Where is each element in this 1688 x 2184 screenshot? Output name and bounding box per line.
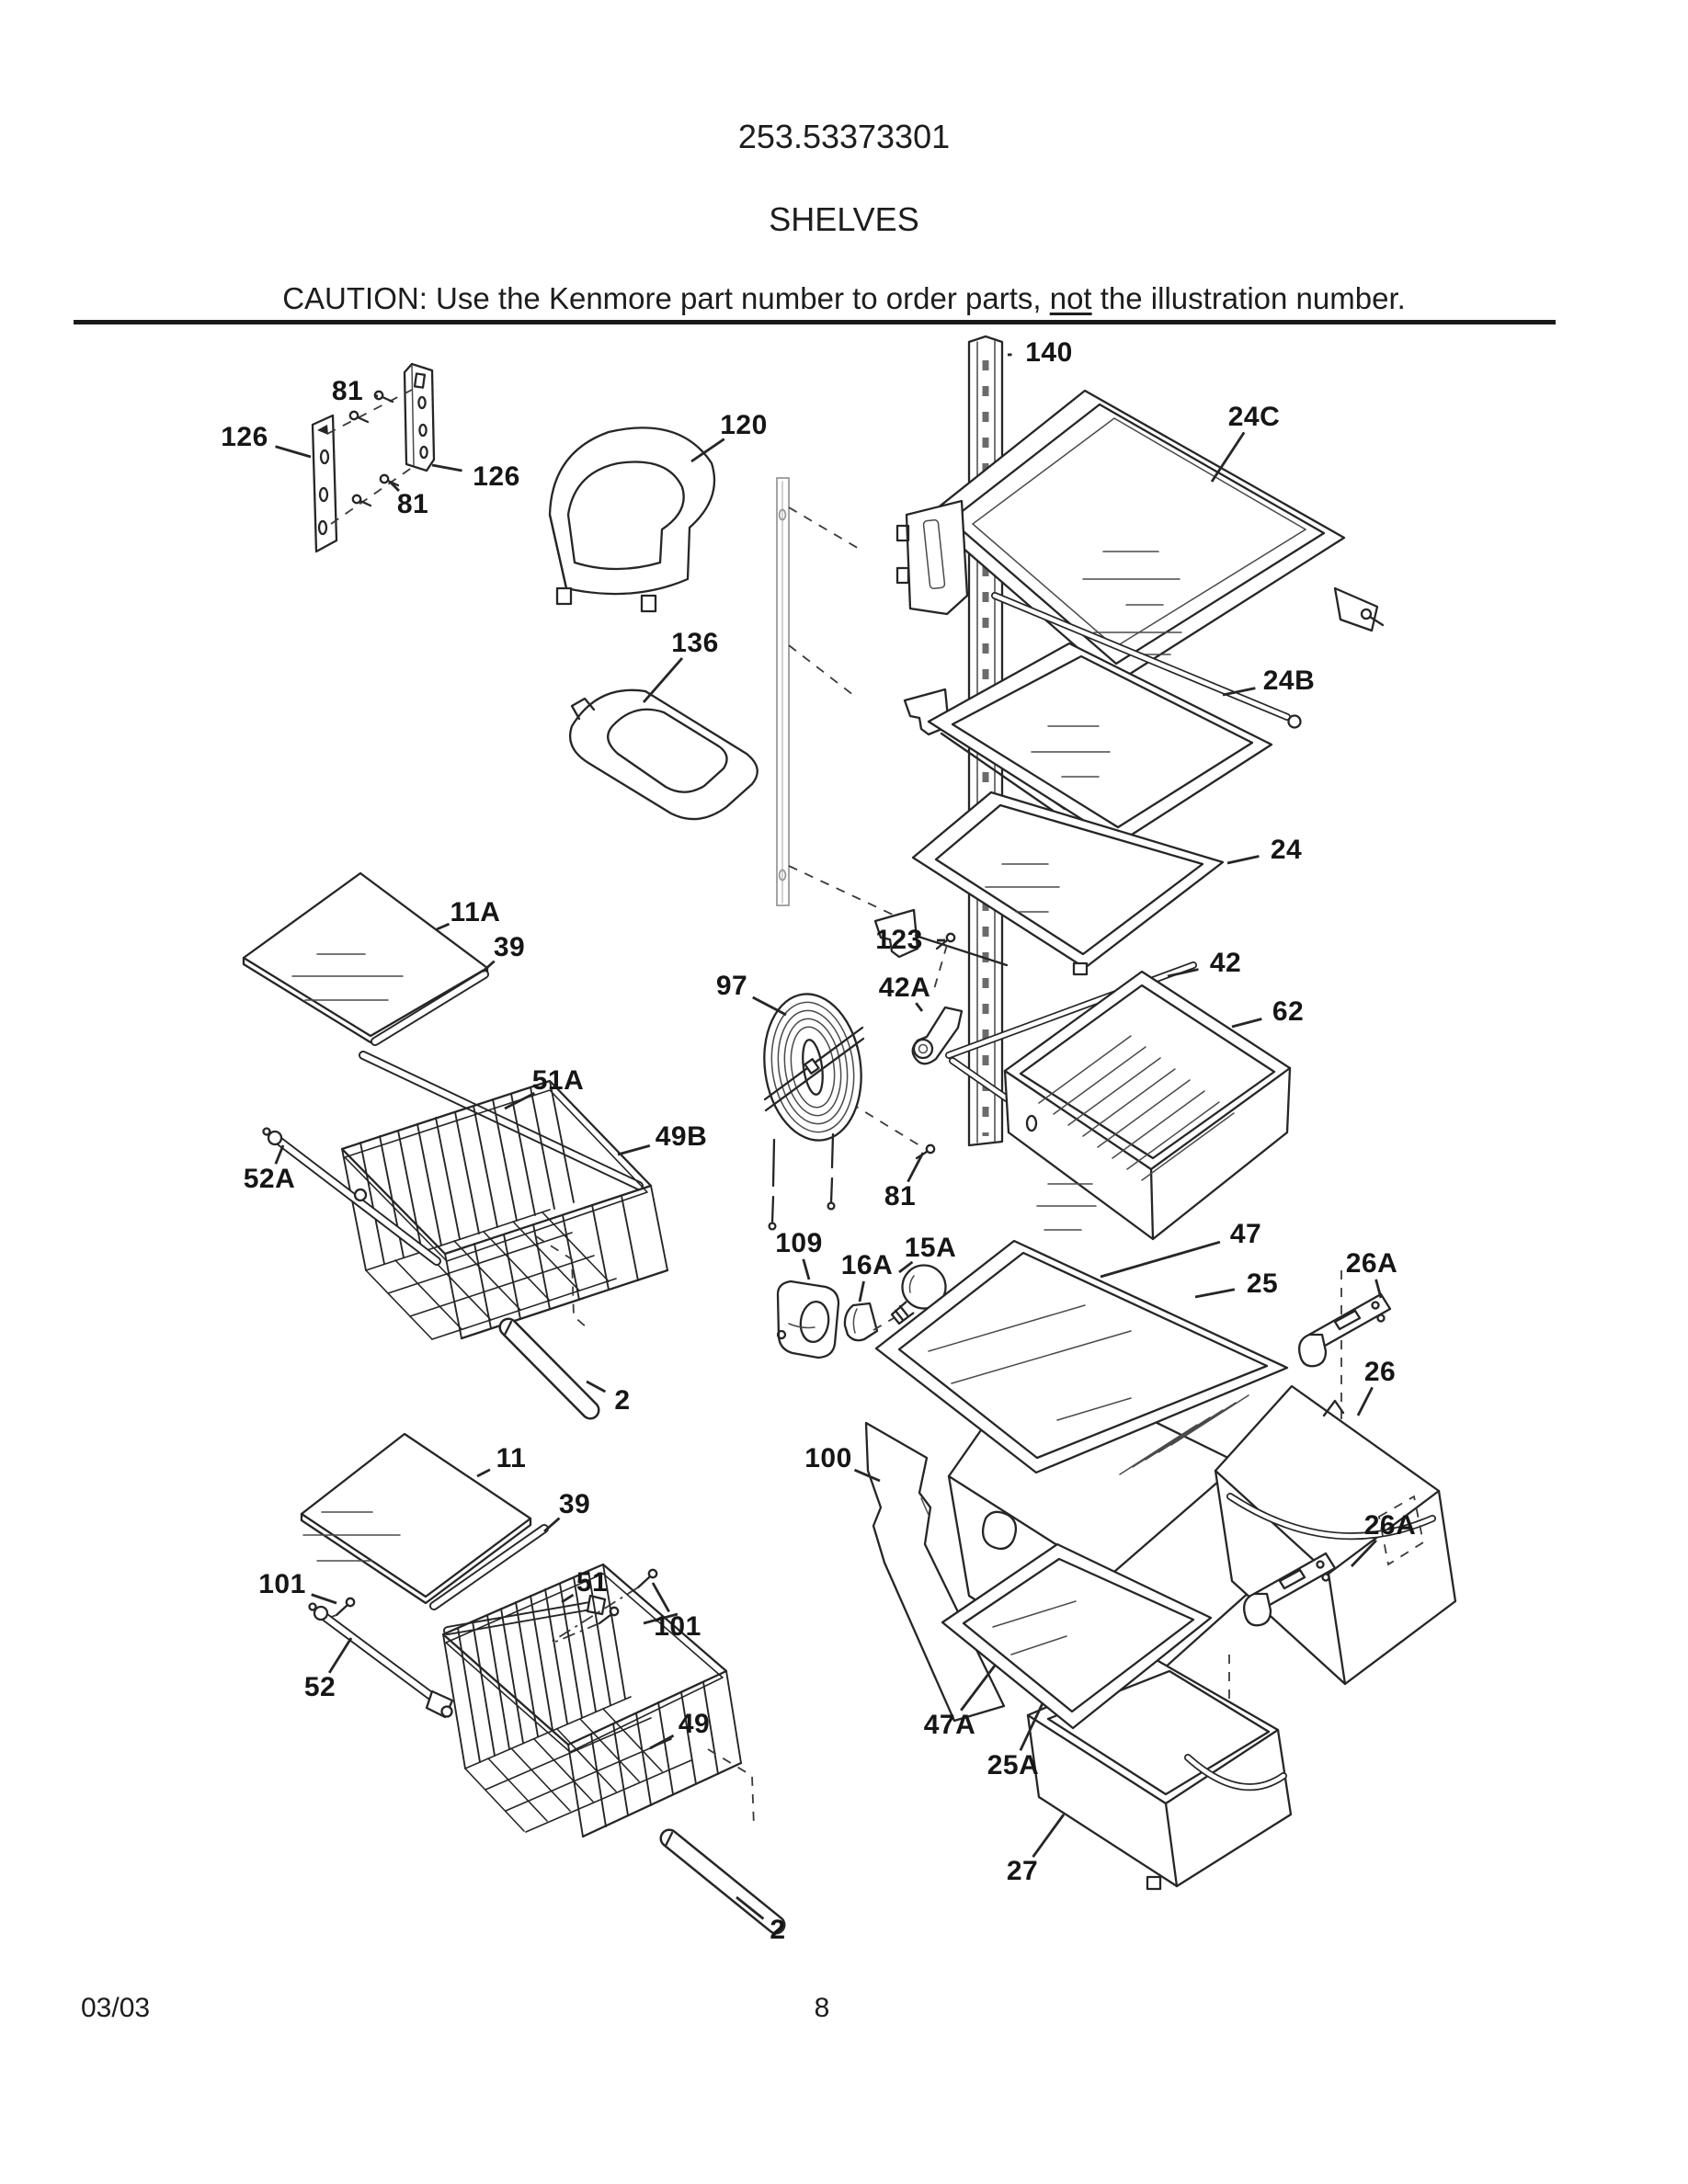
part-callout-100: 100 — [804, 1443, 852, 1473]
part-callout-126: 126 — [473, 461, 520, 492]
part-callout-25: 25 — [1246, 1268, 1279, 1299]
part-callout-49: 49 — [678, 1709, 711, 1739]
part-callout-49B: 49B — [655, 1121, 708, 1152]
part-callout-2: 2 — [770, 1915, 786, 1945]
part-callout-2: 2 — [614, 1385, 631, 1416]
part-callout-120: 120 — [720, 410, 768, 440]
leader-line-126 — [276, 447, 311, 457]
screw-81-middle-icon — [917, 1145, 934, 1158]
align-dash-3 — [789, 866, 907, 921]
part-callout-24: 24 — [1270, 835, 1303, 865]
part-callout-81: 81 — [331, 376, 364, 406]
leader-line-62 — [1232, 1019, 1261, 1027]
part-callout-123: 123 — [875, 925, 923, 955]
part-126-bracket-left-drawing — [313, 415, 336, 552]
part-2-trim-bottom-drawing — [666, 1833, 776, 1925]
part-callout-52: 52 — [303, 1672, 336, 1702]
part-136-cover-drawing — [570, 690, 758, 819]
part-callout-109: 109 — [775, 1228, 823, 1258]
part-callout-42A: 42A — [878, 973, 931, 1003]
leader-line-101 — [653, 1583, 669, 1611]
leader-line-101 — [312, 1595, 336, 1603]
part-callout-52A: 52A — [243, 1164, 296, 1194]
part-callout-140: 140 — [1025, 337, 1073, 368]
align-dash-9 — [708, 1749, 754, 1827]
footer-date-code: 03/03 — [81, 1993, 151, 2023]
part-callout-47A: 47A — [923, 1710, 976, 1740]
part-callout-25A: 25A — [987, 1750, 1040, 1780]
caution-emphasis: not — [1049, 281, 1092, 315]
part-callout-97: 97 — [715, 971, 748, 1001]
leader-line-25 — [1195, 1290, 1235, 1297]
part-callout-26A: 26A — [1345, 1248, 1398, 1279]
part-callout-15A: 15A — [904, 1233, 957, 1263]
part-callout-62: 62 — [1272, 996, 1305, 1027]
leader-line-126 — [432, 465, 462, 471]
part-callout-39: 39 — [493, 932, 526, 962]
align-dash-4 — [850, 1103, 919, 1145]
leader-line-52 — [329, 1638, 351, 1673]
part-callout-11A: 11A — [450, 897, 501, 927]
leader-line-49 — [650, 1735, 674, 1748]
leader-line-11A — [437, 924, 449, 929]
part-62-pan-drawing — [1005, 972, 1290, 1239]
leader-line-51 — [562, 1595, 573, 1602]
part-16a-socket-drawing — [845, 1303, 877, 1340]
leader-line-81 — [908, 1153, 923, 1182]
part-callout-42: 42 — [1209, 948, 1242, 978]
part-callout-136: 136 — [671, 628, 719, 658]
part-24-shelf-drawing — [875, 792, 1223, 974]
leader-line-49B — [618, 1145, 650, 1155]
part-callout-81: 81 — [884, 1181, 917, 1211]
leader-line-11 — [477, 1470, 490, 1476]
part-callout-11: 11 — [496, 1443, 527, 1473]
leader-line-24 — [1227, 856, 1259, 863]
part-callout-81: 81 — [396, 489, 429, 519]
leader-line-16A — [860, 1281, 864, 1302]
footer-page-number: 8 — [814, 1993, 830, 2023]
leader-line-2 — [587, 1382, 605, 1392]
part-callout-51A: 51A — [531, 1065, 585, 1096]
leader-line-81 — [375, 396, 378, 397]
part-callout-47: 47 — [1229, 1219, 1262, 1249]
part-2-trim-middle-drawing — [505, 1322, 590, 1410]
part-callout-101: 101 — [258, 1569, 306, 1599]
leader-line-52A — [276, 1145, 283, 1164]
part-callout-126: 126 — [221, 422, 268, 452]
part-callout-16A: 16A — [840, 1250, 894, 1280]
part-callout-26A: 26A — [1363, 1510, 1417, 1541]
part-126-bracket-right-drawing — [405, 364, 434, 471]
part-callout-39: 39 — [558, 1489, 591, 1519]
part-callout-26: 26 — [1363, 1357, 1397, 1387]
align-dash-1 — [789, 507, 861, 550]
leader-line-42A — [916, 1003, 922, 1011]
part-callout-27: 27 — [1006, 1856, 1039, 1886]
caution-prefix: CAUTION: Use the Kenmore part number to order parts, — [282, 281, 1050, 315]
part-97-water-line-coil-drawing — [755, 988, 870, 1230]
caution-suffix: the illustration number. — [1091, 281, 1406, 315]
part-callout-101: 101 — [654, 1611, 701, 1642]
center-strip-drawing — [777, 478, 789, 905]
model-number: 253.53373301 — [737, 118, 951, 155]
page-title: SHELVES — [769, 200, 919, 238]
leader-line-27 — [1033, 1814, 1064, 1857]
leader-line-26 — [1358, 1387, 1373, 1416]
part-26-bin-drawing — [1215, 1386, 1455, 1684]
leader-line-47 — [1101, 1242, 1220, 1277]
leader-line-109 — [804, 1259, 809, 1280]
leader-line-136 — [644, 658, 682, 702]
part-109-lamp-cover-drawing — [778, 1281, 838, 1358]
part-callout-24C: 24C — [1227, 402, 1281, 432]
leader-line-51A — [505, 1093, 534, 1109]
part-120-bin-drawing — [550, 427, 714, 611]
part-callout-51: 51 — [576, 1567, 609, 1598]
part-callout-24B: 24B — [1262, 665, 1316, 696]
part-26a-bracket-top-drawing — [1299, 1294, 1390, 1366]
align-dash-2 — [789, 645, 853, 695]
